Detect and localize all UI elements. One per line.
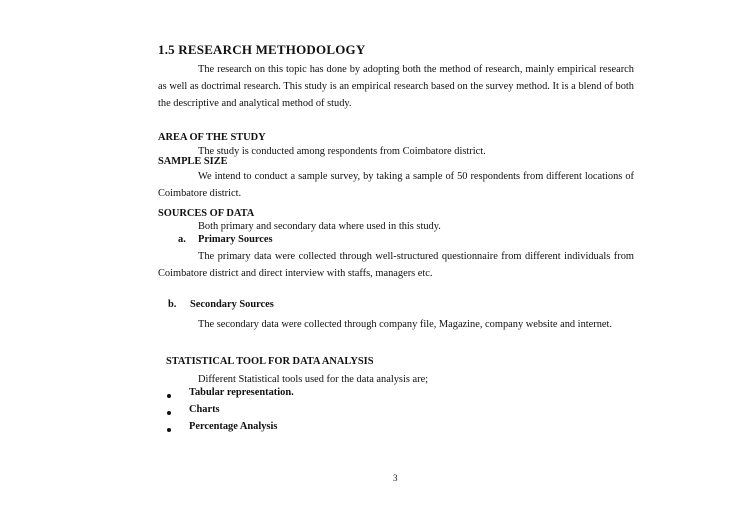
sources-heading: SOURCES OF DATA [158,208,255,219]
secondary-marker: b. [168,299,177,310]
tools-text: Different Statistical tools used for the data analysis are; [198,374,429,385]
area-heading: AREA OF THE STUDY [158,132,266,143]
primary-marker: a. [178,234,186,245]
primary-heading: Primary Sources [198,234,273,245]
secondary-paragraph: The secondary data were collected through company file, Magazine, company website and internet. [198,319,613,330]
section-title: 1.5 RESEARCH METHODOLOGY [158,42,366,57]
sample-heading: SAMPLE SIZE [158,156,228,167]
primary-paragraph: The primary data were collected through well-structured questionnaire from different individuals from Coimbatore district and direct interview with staffs, managers etc. [158,251,634,279]
bullet-icon [167,394,171,398]
intro-paragraph: The research on this topic has done by adopting both the method of research, mainly empirical research as well as doctrimal research. This study is an empirical research based on the survey method. It is a blend of both the descriptive and analytical method of study. [158,64,634,109]
bullet-icon [167,428,171,432]
secondary-heading: Secondary Sources [190,299,274,310]
bullet-icon [167,411,171,415]
tool-item: Charts [189,404,220,415]
area-text: The study is conducted among respondents from Coimbatore district. [198,146,486,157]
sources-text: Both primary and secondary data where used in this study. [198,221,441,232]
page-number: 3 [393,473,398,483]
sample-paragraph: We intend to conduct a sample survey, by taking a sample of 50 respondents from different locations of Coimbatore district. [158,171,634,199]
tool-item: Tabular representation. [189,387,294,398]
tool-item: Percentage Analysis [189,421,278,432]
tools-heading: STATISTICAL TOOL FOR DATA ANALYSIS [166,356,374,367]
